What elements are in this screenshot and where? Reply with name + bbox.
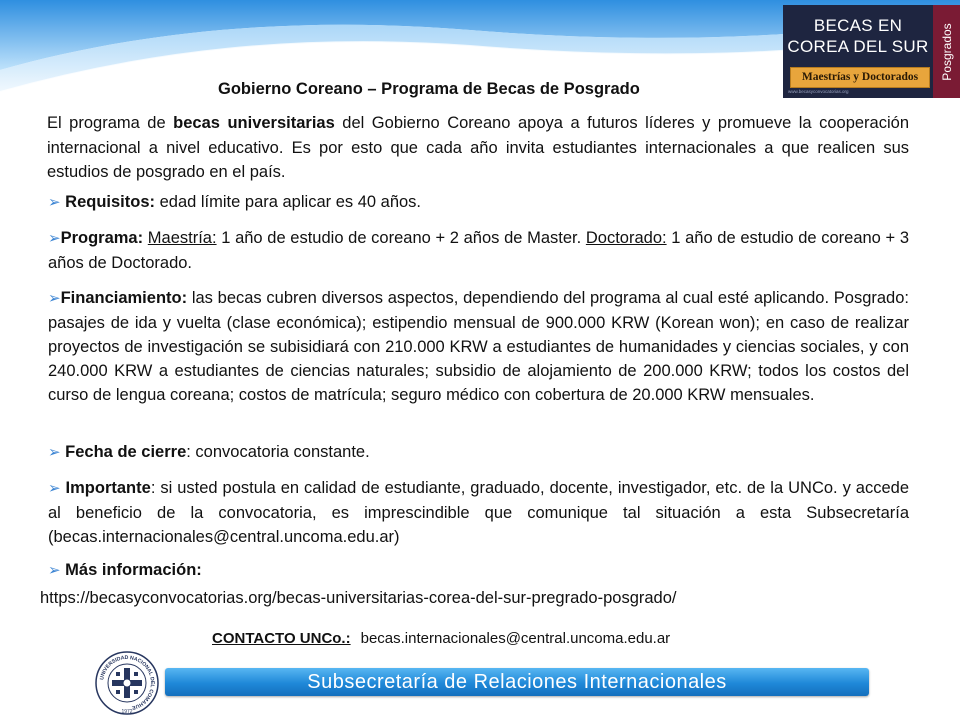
fecha-label: Fecha de cierre — [65, 443, 187, 461]
footer-bar — [165, 668, 869, 696]
bullet-arrow-icon: ➢ — [48, 290, 61, 307]
maestria-label: Maestría: — [147, 229, 217, 247]
bullet-arrow-icon: ➢ — [48, 480, 61, 497]
item-importante — [48, 476, 909, 549]
intro-paragraph: El programa de becas universitarias del Gobierno Coreano apoya a futuros líderes y promueve la cooperación internacional a nivel educativo. Es por esto que cada año invita estudiantes internacionales a que realicen sus estudios de posgrado en el país. — [47, 114, 909, 181]
requisitos-label: Requisitos: — [65, 193, 156, 211]
doctorado-label: Doctorado: — [585, 229, 667, 247]
info-link[interactable]: https://becasyconvocatorias.org/becas-universitarias-corea-del-sur-pregrado-posgrado/ — [40, 589, 677, 607]
banner-title-line2: COREA DEL SUR — [787, 37, 929, 56]
university-seal-logo — [94, 650, 160, 716]
financiamiento-text: las becas cubren diversos aspectos, dependiendo del programa al cual esté aplicando. Posgrado: pasajes de ida y vuelta (clase económica); estipendio mensual de 900.000 KRW (Korean won); en caso de realizar proyectos de investigación se subisidiará con 210.000 KRW a estudiantes de humanidades y ciencias sociales, y con 240.000 KRW a estudiantes de ciencias naturales; subsidio de alojamiento de 200.000 KRW; todos los costos del curso de lengua coreana; costos de matrícula; seguro médico con cobertura de 20.000 KRW mensuales. — [48, 289, 909, 404]
importante-label: Importante — [65, 479, 151, 497]
requisitos-text: edad límite para aplicar es 40 años. — [155, 193, 422, 211]
banner-subtitle-badge: Maestrías y Doctorados — [790, 67, 930, 88]
financiamiento-label: Financiamiento: — [60, 289, 188, 307]
mas-info-label: Más información: — [65, 561, 202, 579]
importante-text: : si usted postula en calidad de estudiante, graduado, docente, investigador, etc. de la UNCo. y accede al beneficio de la convocatoria, es imprescindible que comunique tal situación a esta Subsecretaría (becas.internacionales@central.uncoma.edu.ar) — [48, 479, 909, 546]
item-financiamiento — [48, 286, 909, 407]
fecha-text: : convocatoria constante. — [186, 443, 370, 461]
programa-label: Programa: — [60, 229, 144, 247]
contact-email[interactable]: becas.internacionales@central.uncoma.edu.ar — [360, 630, 671, 647]
contact-label: CONTACTO UNCo.: — [212, 630, 351, 647]
bullet-arrow-icon: ➢ — [48, 444, 61, 461]
contact-line — [212, 628, 670, 650]
seal-year: 1972 — [121, 709, 133, 715]
banner-main-panel — [783, 5, 933, 98]
banner-title-line1: BECAS EN — [813, 16, 903, 35]
maestria-text: 1 año de estudio de coreano + 2 años de Master. — [216, 229, 586, 247]
bullet-arrow-icon: ➢ — [48, 194, 61, 211]
footer-title: Subsecretaría de Relaciones Internacionales — [307, 671, 727, 693]
bullet-arrow-icon: ➢ — [48, 230, 61, 247]
item-fecha-cierre — [48, 440, 909, 465]
item-programa — [48, 226, 909, 275]
doctorado-text: 1 año de estudio de coreano + 3 años de Doctorado. — [48, 229, 909, 272]
bullet-arrow-icon: ➢ — [48, 562, 61, 579]
item-mas-informacion — [48, 558, 909, 583]
banner-url: www.becasyconvocatorias.org — [788, 89, 849, 94]
becas-corea-banner — [783, 5, 960, 98]
item-requisitos — [48, 190, 909, 215]
intro-bold-term: becas universitarias — [173, 114, 335, 132]
page-title: Gobierno Coreano – Programa de Becas de Posgrado — [218, 80, 640, 98]
svg-text:UNIVERSIDAD NACIONAL DEL COMAH: UNIVERSIDAD NACIONAL DEL COMAHUE — [99, 654, 156, 711]
banner-side-tab — [933, 5, 960, 98]
banner-side-label: Posgrados — [939, 22, 954, 81]
